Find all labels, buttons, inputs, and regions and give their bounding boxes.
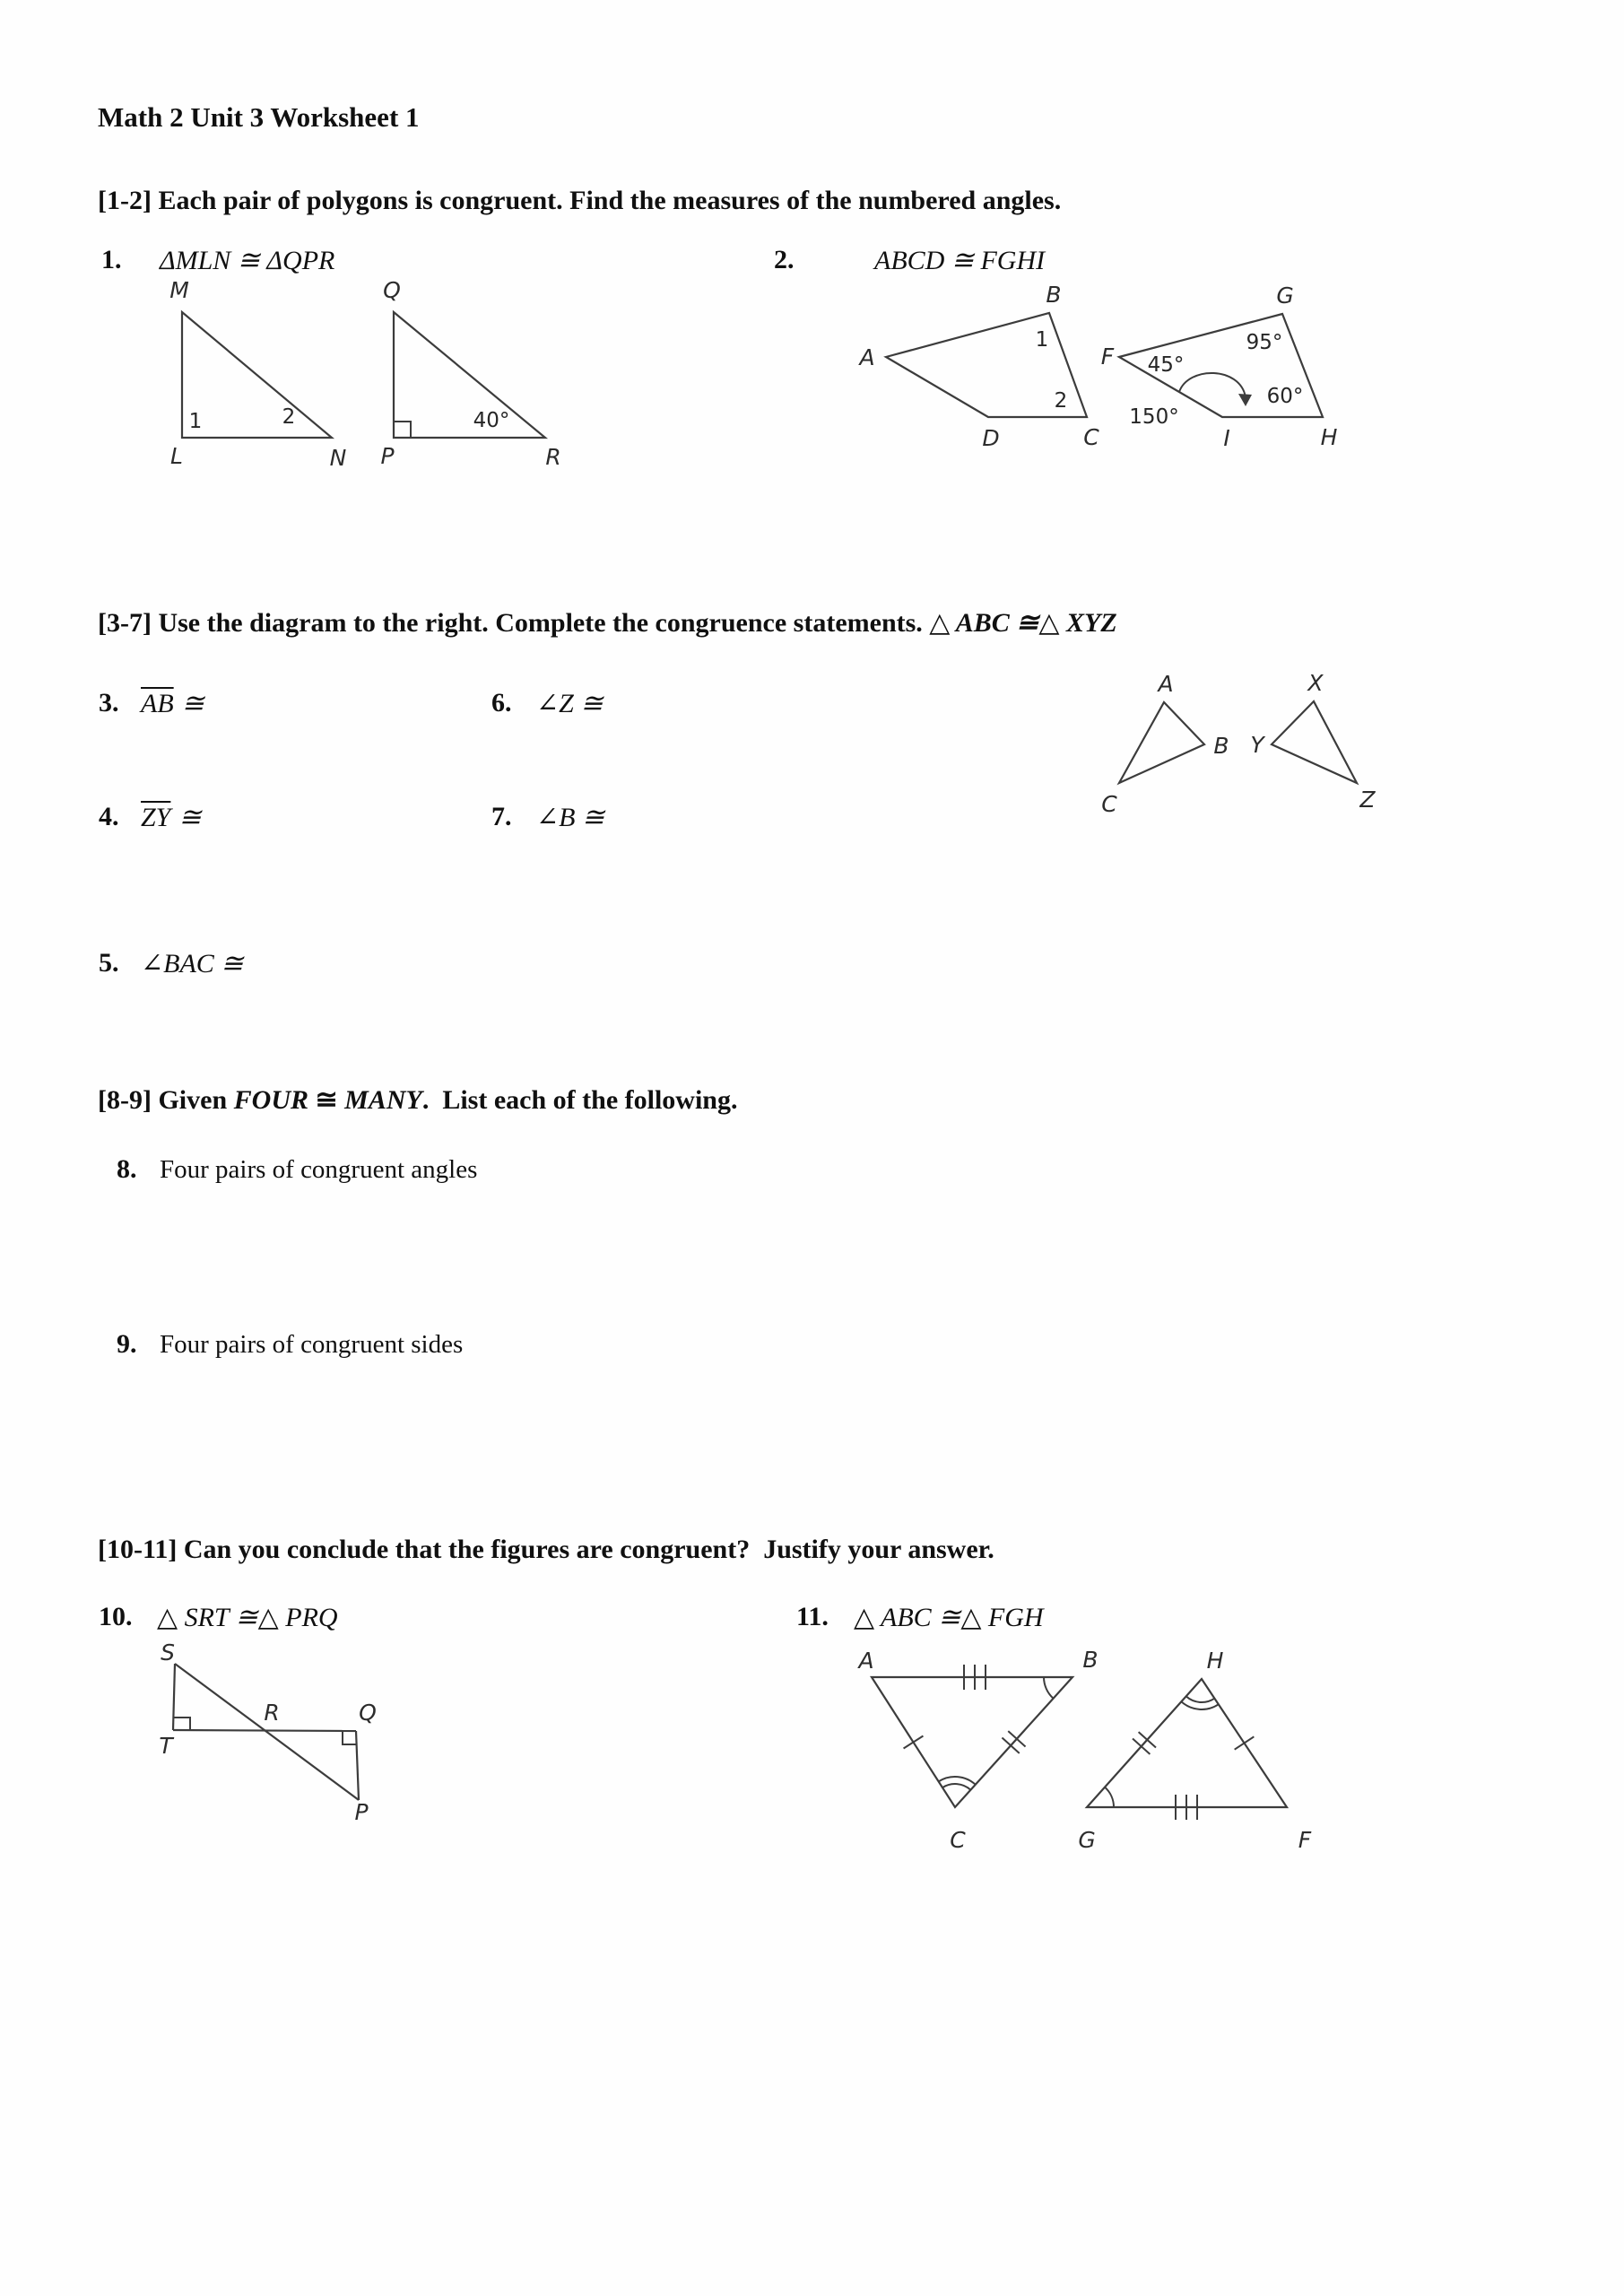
problem-7-number: 7. xyxy=(491,802,512,831)
problem-10-statement: △ SRT ≅△ PRQ xyxy=(157,1603,338,1632)
problem-10-number: 10. xyxy=(99,1602,133,1631)
vertex-label-d: D xyxy=(982,425,1000,451)
triangle-mln xyxy=(182,312,332,438)
triangle-abc xyxy=(872,1677,1073,1807)
diagram-triangles-abc-xyz xyxy=(1099,665,1385,822)
vertex-label-p: P xyxy=(380,443,395,469)
angle-45-label: 45° xyxy=(1147,353,1185,377)
section-8-9-heading xyxy=(98,1084,737,1116)
vertex-label-c: C xyxy=(950,1827,966,1853)
diagram-quads-abcd-fghi xyxy=(829,278,1350,462)
problem-11-statement: △ ABC ≅△ FGH xyxy=(854,1603,1044,1632)
vertex-label-b: B xyxy=(1082,1647,1099,1673)
section-3-7-heading xyxy=(98,607,1117,639)
angle-arcs-h xyxy=(1181,1696,1219,1709)
congruent-symbol: ≅ xyxy=(308,1085,345,1115)
vertex-label-q: Q xyxy=(383,277,401,303)
side-qp xyxy=(356,1731,359,1800)
diagram-triangles-mln-qpr xyxy=(170,278,574,475)
vertex-label-n: N xyxy=(329,445,347,471)
vertex-label-f: F xyxy=(1100,344,1115,370)
problem-1-number: 1. xyxy=(101,245,122,274)
tick-mark-ac xyxy=(904,1735,924,1748)
section-3-7-heading-math: △ ABC ≅△ XYZ xyxy=(929,608,1117,638)
vertex-label-a: A xyxy=(859,344,875,370)
angle-2-label: 2 xyxy=(1054,389,1068,413)
vertex-label-l: L xyxy=(170,443,183,469)
problem-5-number: 5. xyxy=(99,948,119,978)
problem-6-expression: ∠Z ≅ xyxy=(536,689,604,718)
problem-2-statement: ABCD ≅ FGHI xyxy=(874,246,1046,275)
problem-4-expression xyxy=(141,802,202,833)
angle-arc-g xyxy=(1105,1787,1114,1807)
segment-ab: $\overline{AB}$ xyxy=(141,689,174,718)
tick-mark-hf xyxy=(1235,1736,1255,1749)
heading-suffix: . List each of the following. xyxy=(421,1085,738,1115)
page-title: Math 2 Unit 3 Worksheet 1 xyxy=(98,101,420,133)
section-3-7-heading-text: [3-7] Use the diagram to the right. Complete the congruence statements. xyxy=(98,608,930,638)
vertex-label-p: P xyxy=(354,1799,369,1825)
right-angle-mark-q xyxy=(343,1731,356,1744)
triangle-fgh xyxy=(1087,1679,1287,1807)
vertex-label-c: C xyxy=(1101,791,1117,817)
congruent-symbol: ≅ xyxy=(178,803,202,832)
angle-arcs-c xyxy=(939,1777,976,1790)
right-angle-mark-t xyxy=(173,1718,190,1730)
diagram-triangles-abc-fgh xyxy=(847,1648,1318,1859)
angle-1-label: 1 xyxy=(1035,328,1049,352)
diagram-triangles-srt-prq xyxy=(152,1639,395,1838)
problem-1-statement: ΔMLN ≅ ΔQPR xyxy=(160,246,335,275)
vertex-label-r: R xyxy=(545,444,561,470)
right-angle-mark-p xyxy=(394,422,411,438)
vertex-label-y: Y xyxy=(1250,732,1264,758)
angle-arc-i xyxy=(1179,373,1246,397)
triangle-abc xyxy=(1119,702,1204,783)
angle-95-label: 95° xyxy=(1246,331,1283,354)
problem-3-expression xyxy=(141,688,204,719)
given-four: FOUR xyxy=(233,1085,308,1115)
angle-40-label: 40° xyxy=(473,409,510,432)
vertex-label-s: S xyxy=(161,1639,175,1665)
problem-4-number: 4. xyxy=(99,802,119,831)
angle-2-label: 2 xyxy=(282,405,296,429)
vertex-label-h: H xyxy=(1320,424,1338,450)
vertex-label-a: A xyxy=(858,1648,874,1674)
vertex-label-c: C xyxy=(1083,424,1099,450)
vertex-label-b: B xyxy=(1046,282,1062,308)
problem-7-expression: ∠B ≅ xyxy=(536,803,605,832)
arc-arrowhead xyxy=(1238,394,1252,406)
vertex-label-m: M xyxy=(169,277,189,303)
vertex-label-r: R xyxy=(264,1700,280,1726)
segment-zy: $\overline{ZY}$ xyxy=(141,803,171,832)
problem-9-number: 9. xyxy=(117,1329,137,1359)
triangle-qpr xyxy=(394,312,545,438)
vertex-label-t: T xyxy=(159,1733,173,1759)
problem-9-text: Four pairs of congruent sides xyxy=(160,1330,464,1359)
problem-8-number: 8. xyxy=(117,1154,137,1184)
vertex-label-a: A xyxy=(1158,671,1174,697)
angle-1-label: 1 xyxy=(188,410,203,433)
side-sp xyxy=(175,1664,359,1800)
given-many: MANY xyxy=(344,1085,422,1115)
problem-3-number: 3. xyxy=(99,688,119,718)
angle-150-label: 150° xyxy=(1129,405,1179,429)
vertex-label-q: Q xyxy=(359,1700,377,1726)
section-10-11-heading: [10-11] Can you conclude that the figures are congruent? Justify your answer. xyxy=(98,1535,994,1564)
section-1-2-heading: [1-2] Each pair of polygons is congruent. Find the measures of the numbered angles. xyxy=(98,186,1062,215)
vertex-label-g: G xyxy=(1078,1827,1096,1853)
vertex-label-f: F xyxy=(1298,1827,1312,1853)
problem-11-number: 11. xyxy=(796,1602,829,1631)
vertex-label-x: X xyxy=(1307,670,1324,696)
angle-arc-b xyxy=(1044,1677,1054,1699)
side-st xyxy=(173,1664,175,1730)
triangle-xyz xyxy=(1272,701,1357,783)
vertex-label-g: G xyxy=(1276,283,1294,309)
problem-8-text: Four pairs of congruent angles xyxy=(160,1155,478,1184)
vertex-label-b: B xyxy=(1213,733,1229,759)
vertex-label-h: H xyxy=(1206,1648,1224,1674)
problem-2-number: 2. xyxy=(774,245,795,274)
vertex-label-z: Z xyxy=(1359,787,1376,813)
heading-prefix: [8-9] Given xyxy=(98,1085,234,1115)
congruent-symbol: ≅ xyxy=(181,689,204,718)
problem-5-expression: ∠BAC ≅ xyxy=(141,949,244,978)
vertex-label-i: I xyxy=(1223,425,1230,451)
problem-6-number: 6. xyxy=(491,688,512,718)
angle-60-label: 60° xyxy=(1266,385,1304,408)
